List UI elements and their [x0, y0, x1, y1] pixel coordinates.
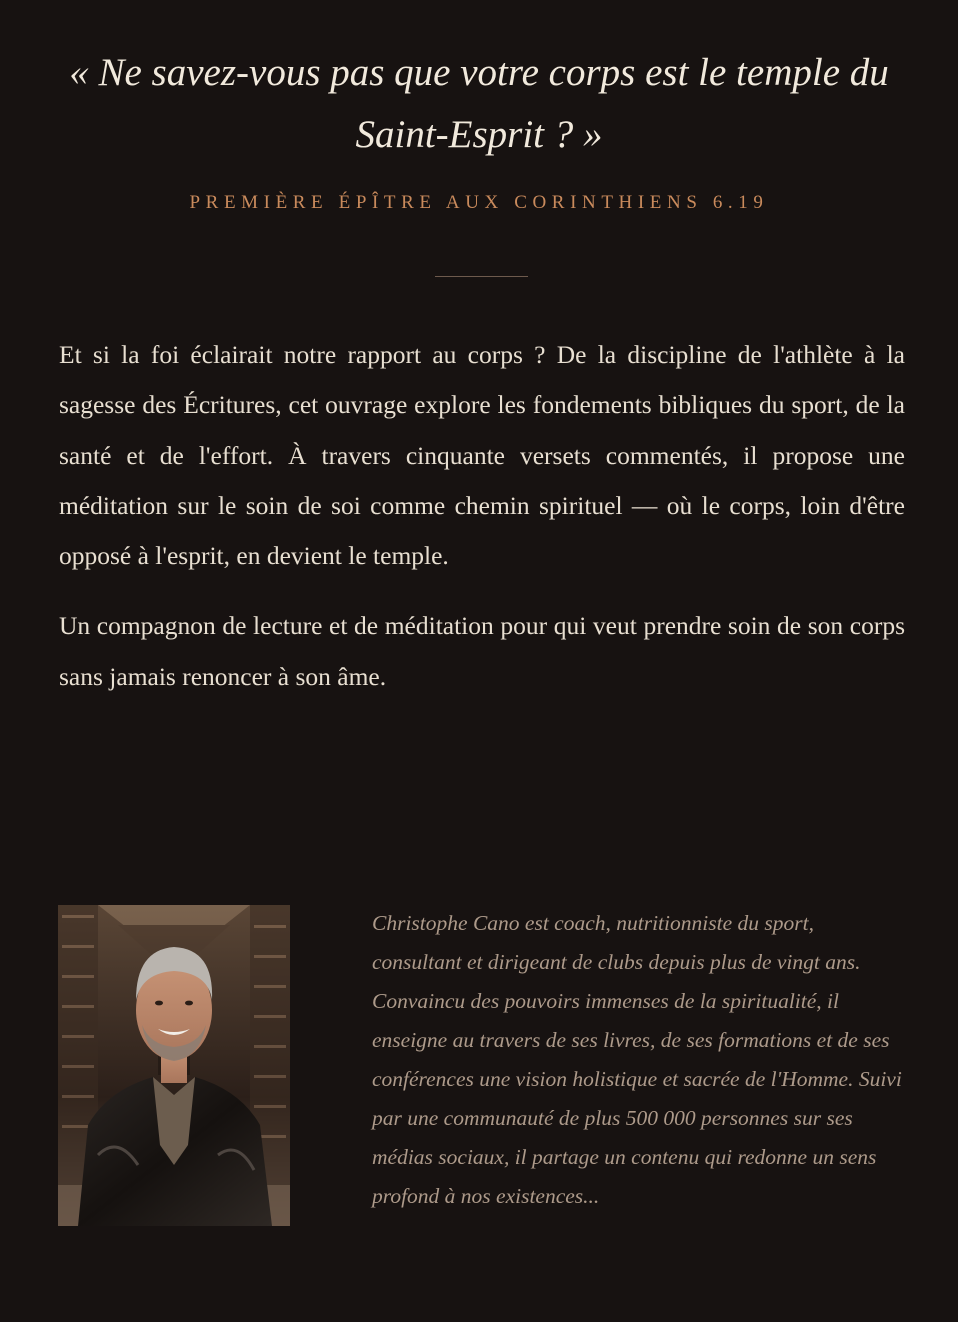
section-divider: [435, 276, 528, 277]
book-description: [59, 330, 905, 722]
author-bio: Christophe Cano est coach, nutritionniste du sport, consultant et dirigeant de clubs depuis plus de vingt ans. Convaincu des pouvoirs immenses de la spiritualité, il enseigne au travers de ses livres, de ses formations et de ses conférences une vision holistique et sacrée de l'Homme. Suivi par une communauté de plus 500 000 personnes sur ses médias sociaux, il partage un contenu qui redonne un sens profond à nos existences...: [372, 911, 902, 1208]
author-photo: [58, 905, 290, 1226]
bible-quote: « Ne savez-vous pas que votre corps est le temple du Saint-Esprit ? »: [69, 51, 889, 156]
quote-section: [0, 42, 958, 214]
description-paragraph-1: Et si la foi éclairait notre rapport au corps ? De la discipline de l'athlète à la sagesse des Écritures, cet ouvrage explore les fondements bibliques du sport, de la santé et de l'effort. À travers cinquante versets commentés, il propose une méditation sur le soin de soi comme chemin spirituel — où le corps, loin d'être opposé à l'esprit, en devient le temple.: [59, 340, 905, 571]
description-paragraph-2: Un compagnon de lecture et de méditation pour qui veut prendre soin de son corps sans jamais renoncer à son âme.: [59, 611, 905, 691]
quote-reference: PREMIÈRE ÉPÎTRE AUX CORINTHIENS 6.19: [189, 192, 769, 213]
author-portrait-image: [58, 905, 290, 1226]
